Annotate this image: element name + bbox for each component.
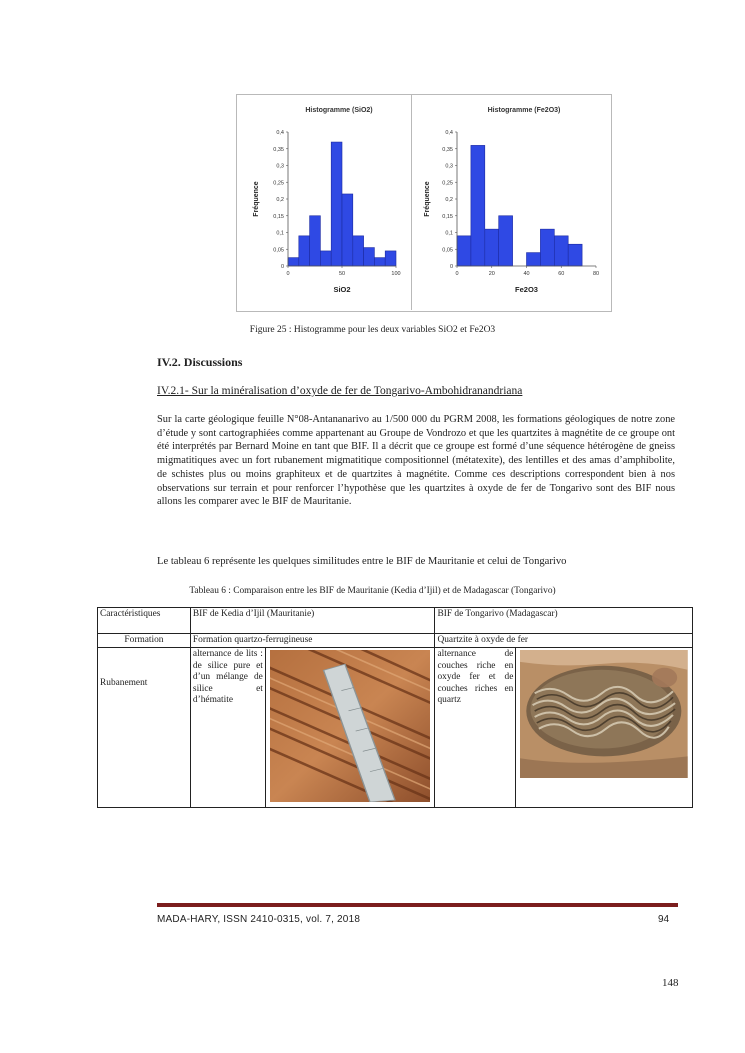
histogram-bar bbox=[310, 216, 321, 266]
footer-journal-page: 94 bbox=[658, 914, 670, 925]
table-intro-text: Le tableau 6 représente les quelques similitudes entre le BIF de Mauritanie et celui de Tongarivo bbox=[157, 556, 567, 567]
table-header-row bbox=[98, 608, 693, 634]
rubanement-mauritanie-text: alternance de lits : de silice pure et d’un mélange de silice et d’hématite bbox=[192, 649, 263, 705]
page-number: 148 bbox=[662, 977, 679, 989]
histogram-bar bbox=[374, 258, 385, 266]
y-tick-label: 0,4 bbox=[445, 130, 453, 136]
cell-formation-madagascar: Quartzite à oxyde de fer bbox=[435, 634, 693, 648]
row-label-rubanement bbox=[98, 648, 191, 808]
comparison-table bbox=[97, 607, 693, 808]
histogram-bar bbox=[320, 251, 331, 266]
banded-iron-formation-mauritanie-photo bbox=[270, 650, 431, 802]
x-tick-label: 100 bbox=[391, 271, 401, 277]
histogram-bar bbox=[342, 194, 353, 266]
y-tick-label: 0,25 bbox=[273, 180, 284, 187]
table-row bbox=[98, 634, 693, 648]
histogram-bar bbox=[353, 236, 364, 266]
cell-rubanement-mauritanie-text bbox=[190, 648, 265, 808]
body-paragraph: Sur la carte géologique feuille N°08-Antananarivo au 1/500 000 du PGRM 2008, les formations géologiques de notre zone d’étude y sont cartographiées comme appartenant au Groupe de Vondrozo et que les quartzites à magnétite de ce groupe ont été interprétés par Bernard Moine en tant que BIF. Il a décrit que ce groupe est formé d’une séquence hétérogène de gneiss migmatitiques avec un fort rubanement migmatitique compositionnel (métatexite), des lentilles et des amas d’amphibolite, de schistes plus ou moins graphiteux et de quartzites à magnétite. Comme ces descriptions correspondent bien à nos observations sur terrain et pour renforcer l’hypothèse que les quartzites à oxyde de fer de Tongarivo sont des BIF nous allons les comparer avec le BIF de Mauritanie. bbox=[157, 414, 675, 508]
cell-formation-mauritanie: Formation quartzo-ferrugineuse bbox=[190, 634, 435, 648]
cell-mauritanie-photo bbox=[265, 648, 435, 808]
subsection-title: IV.2.1- Sur la minéralisation d’oxyde de fer de Tongarivo-Ambohidranandriana bbox=[157, 385, 523, 397]
cell-rubanement-madagascar-text bbox=[435, 648, 516, 808]
header-madagascar: BIF de Tongarivo (Madagascar) bbox=[435, 608, 693, 634]
y-tick-label: 0,3 bbox=[276, 163, 284, 170]
histogram-bar bbox=[485, 229, 499, 266]
histogram-bar bbox=[527, 253, 541, 266]
y-tick-label: 0,05 bbox=[442, 247, 453, 254]
histogram-bar bbox=[568, 244, 582, 266]
histogram-bar bbox=[385, 251, 396, 266]
y-tick-label: 0,3 bbox=[445, 163, 453, 170]
histogram-bar bbox=[554, 236, 568, 266]
y-tick-label: 0 bbox=[280, 264, 284, 270]
banded-quartzite-tongarivo-photo bbox=[520, 650, 688, 778]
y-tick-label: 0,35 bbox=[273, 146, 284, 153]
rubanement-label: Rubanement bbox=[100, 678, 148, 688]
x-tick-label: 60 bbox=[558, 271, 565, 277]
footer-journal: MADA-HARY, ISSN 2410-0315, vol. 7, 2018 bbox=[157, 914, 361, 925]
cell-madagascar-photo bbox=[516, 648, 693, 808]
y-tick-label: 0,05 bbox=[273, 247, 284, 254]
y-tick-label: 0,2 bbox=[445, 197, 453, 203]
x-tick-label: 20 bbox=[488, 271, 495, 277]
header-characteristics: Caractéristiques bbox=[98, 608, 191, 634]
y-tick-label: 0,1 bbox=[445, 230, 453, 237]
histogram-bar bbox=[540, 229, 554, 266]
x-tick-label: 80 bbox=[592, 271, 600, 277]
histogram-bar bbox=[331, 142, 342, 266]
table-row bbox=[98, 648, 693, 808]
section-title: IV.2. Discussions bbox=[157, 355, 243, 369]
histogram-sio2-chart bbox=[237, 95, 411, 309]
y-tick-label: 0 bbox=[449, 264, 453, 270]
histogram-bar bbox=[457, 236, 471, 266]
x-tick-label: 0 bbox=[286, 271, 290, 277]
y-tick-label: 0,2 bbox=[276, 197, 284, 203]
header-mauritanie: BIF de Kedia d’Ijil (Mauritanie) bbox=[190, 608, 435, 634]
histogram-bar bbox=[471, 145, 485, 266]
x-axis-label: Fe2O3 bbox=[515, 285, 538, 294]
y-tick-label: 0,4 bbox=[276, 130, 284, 136]
y-tick-label: 0,15 bbox=[273, 213, 284, 220]
footer-rule bbox=[157, 903, 678, 907]
histogram-bar bbox=[364, 248, 375, 266]
histogram-bar bbox=[288, 258, 299, 266]
y-axis-label: Fréquence bbox=[424, 181, 431, 217]
chart-title: Histogramme (Fe2O3) bbox=[487, 107, 561, 114]
chart-title: Histogramme (SiO2) bbox=[305, 107, 373, 114]
histogram-bar bbox=[499, 216, 513, 266]
figure-caption: Figure 25 : Histogramme pour les deux variables SiO2 et Fe2O3 bbox=[249, 325, 496, 335]
x-tick-label: 40 bbox=[523, 271, 530, 277]
y-tick-label: 0,25 bbox=[442, 180, 453, 187]
histogram-fe2o3-chart bbox=[412, 95, 609, 309]
histogram-bar bbox=[299, 236, 310, 266]
x-axis-label: SiO2 bbox=[333, 285, 351, 294]
y-axis-label: Fréquence bbox=[253, 181, 260, 217]
y-tick-label: 0,15 bbox=[442, 213, 453, 220]
x-tick-label: 0 bbox=[455, 271, 459, 277]
rubanement-madagascar-text: alternance de couches riche en oxyde fer et de couches riches en quartz bbox=[437, 649, 514, 705]
y-tick-label: 0,35 bbox=[442, 146, 453, 153]
x-tick-label: 50 bbox=[338, 271, 346, 277]
row-label-formation: Formation bbox=[98, 634, 191, 648]
y-tick-label: 0,1 bbox=[276, 230, 284, 237]
table-caption: Tableau 6 : Comparaison entre les BIF de Mauritanie (Kedia d’Ijil) et de Madagascar (Tongarivo) bbox=[189, 586, 556, 596]
